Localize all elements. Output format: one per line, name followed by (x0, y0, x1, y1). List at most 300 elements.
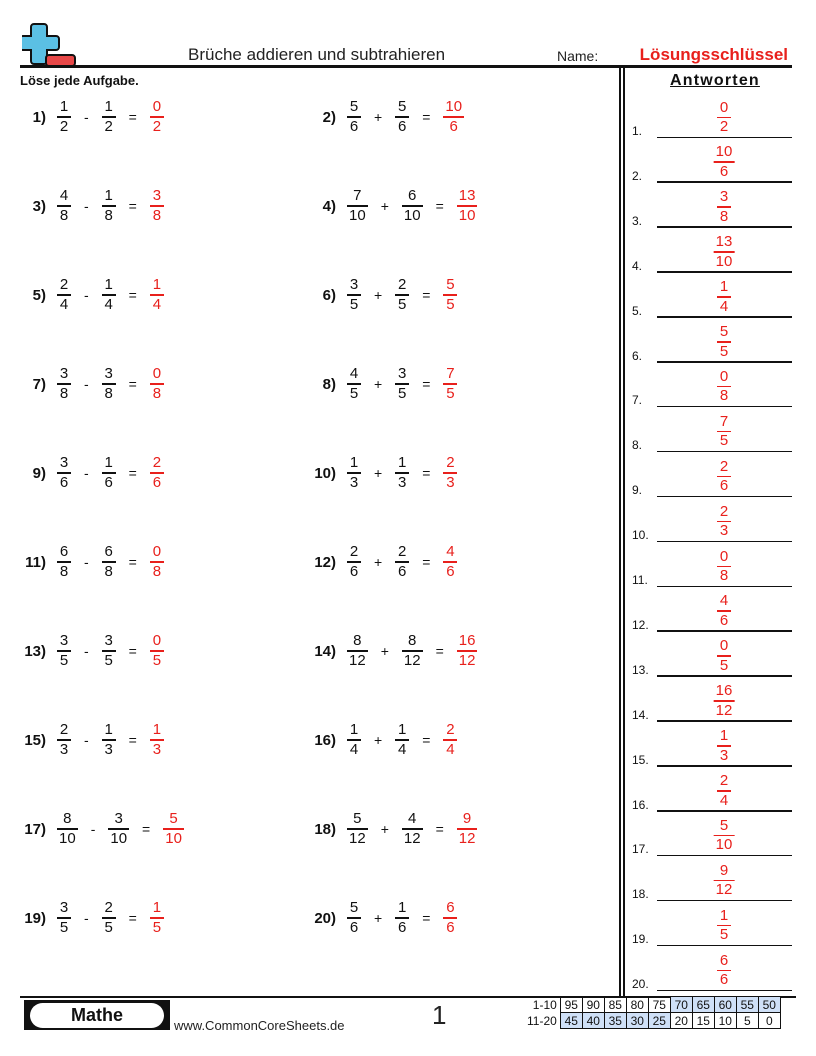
operator: - (84, 732, 89, 748)
denominator: 5 (398, 384, 407, 402)
denominator: 8 (719, 387, 729, 405)
problem-1 (22, 95, 165, 139)
second-fraction (101, 543, 117, 581)
numerator: 4 (719, 592, 729, 610)
answer-number: 16. (632, 797, 649, 812)
operator: - (84, 198, 89, 214)
second-fraction (394, 365, 410, 403)
first-fraction (346, 899, 362, 937)
denominator: 5 (719, 656, 729, 674)
answer-number: 7. (632, 393, 643, 408)
answer-row-17 (632, 811, 792, 856)
denominator: 5 (719, 342, 729, 360)
score-cell: 20 (670, 1013, 692, 1029)
problem-8 (312, 362, 458, 406)
first-fraction (346, 810, 369, 848)
answer-fraction (442, 543, 458, 581)
problem-10 (312, 451, 458, 495)
numerator: 16 (715, 682, 733, 700)
operator: - (84, 643, 89, 659)
second-fraction (394, 899, 410, 937)
second-fraction (101, 454, 117, 492)
answer-fraction (442, 365, 458, 403)
score-cell: 75 (648, 997, 670, 1013)
answer-key-fraction (713, 143, 736, 181)
answer-fraction (149, 632, 165, 670)
denominator: 6 (719, 162, 729, 180)
numerator: 1 (152, 276, 162, 294)
score-table (524, 996, 781, 1029)
numerator: 2 (398, 276, 407, 294)
denominator: 6 (719, 971, 729, 989)
problem-3 (22, 184, 165, 228)
denominator: 5 (152, 651, 162, 669)
answer-row-13 (632, 632, 792, 677)
problem-number: 8) (322, 375, 336, 393)
denominator: 8 (59, 384, 69, 402)
denominator: 5 (152, 918, 162, 936)
score-cell: 95 (560, 997, 582, 1013)
first-fraction (346, 543, 362, 581)
answer-key-fraction (716, 772, 732, 810)
denominator: 3 (104, 740, 113, 758)
answer-number: 1. (632, 124, 643, 138)
answer-number: 12. (632, 617, 649, 632)
denominator: 4 (446, 740, 455, 758)
answer-number: 2. (632, 168, 643, 183)
numerator: 8 (353, 632, 362, 650)
denominator: 4 (349, 740, 359, 758)
denominator: 10 (715, 836, 733, 854)
numerator: 1 (349, 454, 359, 472)
numerator: 3 (59, 899, 69, 917)
problem-number: 5) (32, 286, 46, 304)
answer-number: 4. (632, 258, 643, 273)
problem-number: 1) (32, 108, 46, 126)
numerator: 1 (719, 278, 729, 296)
answer-key-fraction (716, 413, 732, 451)
numerator: 1 (152, 721, 162, 739)
denominator: 12 (349, 651, 366, 669)
score-cell: 40 (582, 1013, 604, 1029)
denominator: 3 (719, 522, 729, 540)
score-cell: 30 (626, 1013, 648, 1029)
equals-sign: = (128, 287, 137, 303)
numerator: 5 (349, 899, 359, 917)
equals-sign: = (128, 376, 137, 392)
score-cell: 15 (692, 1013, 714, 1029)
denominator: 5 (446, 295, 455, 313)
denominator: 8 (104, 206, 113, 224)
numerator: 0 (719, 637, 729, 655)
denominator: 8 (104, 384, 113, 402)
denominator: 6 (446, 918, 455, 936)
equals-sign: = (128, 198, 137, 214)
numerator: 3 (114, 810, 123, 828)
second-fraction (101, 899, 117, 937)
numerator: 5 (398, 98, 407, 116)
numerator: 2 (446, 721, 455, 739)
equals-sign: = (128, 554, 137, 570)
score-cell: 45 (560, 1013, 582, 1029)
score-cell: 10 (714, 1013, 736, 1029)
numerator: 5 (446, 276, 455, 294)
numerator: 2 (719, 502, 729, 520)
answer-row-6 (632, 318, 792, 363)
problem-16 (312, 718, 458, 762)
answer-key-label: Lösungsschlüssel (639, 45, 788, 64)
denominator: 5 (398, 295, 407, 313)
second-fraction (401, 187, 424, 225)
name-label: Name: (557, 48, 599, 64)
answer-fraction (149, 365, 165, 403)
second-fraction (394, 721, 410, 759)
denominator: 10 (715, 252, 733, 270)
first-fraction (346, 98, 362, 136)
denominator: 6 (349, 562, 359, 580)
problem-11 (22, 540, 165, 584)
answer-row-12 (632, 587, 792, 632)
numerator: 13 (715, 233, 733, 251)
denominator: 5 (104, 918, 113, 936)
equals-sign: = (142, 821, 151, 837)
problem-4 (312, 184, 478, 228)
numerator: 10 (445, 98, 463, 116)
answer-number: 9. (632, 483, 643, 498)
problem-12 (312, 540, 458, 584)
denominator: 5 (59, 651, 69, 669)
score-cell: 65 (692, 997, 714, 1013)
problem-17 (22, 807, 185, 851)
operator: - (84, 910, 89, 926)
answer-fraction (442, 276, 458, 314)
numerator: 5 (719, 816, 729, 834)
score-cell: 55 (736, 997, 758, 1013)
numerator: 6 (408, 187, 417, 205)
numerator: 1 (152, 899, 162, 917)
answer-row-19 (632, 901, 792, 946)
numerator: 6 (104, 543, 113, 561)
problem-19 (22, 896, 165, 940)
equals-sign: = (422, 554, 431, 570)
answer-fraction (456, 810, 479, 848)
answer-key-fraction (716, 952, 732, 990)
numerator: 3 (398, 365, 407, 383)
first-fraction (56, 810, 79, 848)
answer-row-1 (632, 93, 792, 138)
second-fraction (101, 98, 117, 136)
first-fraction (346, 454, 362, 492)
denominator: 2 (104, 117, 113, 135)
denominator: 12 (458, 829, 476, 847)
denominator: 8 (59, 206, 69, 224)
numerator: 13 (458, 187, 476, 205)
score-range-label: 11-20 (527, 1013, 557, 1028)
denominator: 8 (59, 562, 69, 580)
denominator: 4 (719, 791, 729, 809)
operator: + (374, 910, 383, 926)
numerator: 0 (719, 367, 729, 385)
equals-sign: = (422, 287, 431, 303)
answer-fraction (149, 721, 165, 759)
problem-number: 6) (322, 286, 336, 304)
problem-9 (22, 451, 165, 495)
denominator: 3 (59, 740, 69, 758)
site-url: www.CommonCoreSheets.de (174, 1018, 345, 1033)
denominator: 6 (398, 562, 407, 580)
denominator: 6 (398, 117, 407, 135)
operator: - (84, 287, 89, 303)
second-fraction (101, 276, 117, 314)
equals-sign: = (435, 198, 444, 214)
answer-row-11 (632, 542, 792, 587)
numerator: 7 (446, 365, 455, 383)
problem-20 (312, 896, 458, 940)
denominator: 5 (349, 384, 359, 402)
numerator: 1 (104, 276, 113, 294)
answer-fraction (442, 899, 458, 937)
answer-fraction (442, 454, 458, 492)
denominator: 5 (719, 926, 729, 944)
second-fraction (401, 632, 424, 670)
score-cell: 60 (714, 997, 736, 1013)
numerator: 7 (719, 412, 729, 430)
answer-fraction (456, 632, 479, 670)
numerator: 1 (104, 187, 113, 205)
answer-key-fraction (713, 817, 736, 855)
first-fraction (56, 98, 72, 136)
second-fraction (394, 276, 410, 314)
problem-14 (312, 629, 478, 673)
answer-fraction (149, 98, 165, 136)
answers-heading: Antworten (670, 72, 760, 89)
numerator: 3 (719, 188, 729, 206)
denominator: 12 (349, 829, 366, 847)
problem-number: 12) (314, 553, 336, 571)
answer-row-8 (632, 407, 792, 452)
numerator: 0 (152, 543, 162, 561)
denominator: 5 (104, 651, 113, 669)
answer-fraction (149, 899, 165, 937)
answer-row-4 (632, 228, 792, 273)
denominator: 3 (398, 473, 407, 491)
answer-number: 5. (632, 303, 643, 318)
score-cell: 90 (582, 997, 604, 1013)
score-cell: 5 (736, 1013, 758, 1029)
numerator: 1 (398, 454, 407, 472)
denominator: 6 (719, 611, 729, 629)
answer-row-2 (632, 138, 792, 183)
numerator: 3 (104, 632, 113, 650)
second-fraction (107, 810, 130, 848)
equals-sign: = (422, 732, 431, 748)
first-fraction (56, 632, 72, 670)
operator: - (84, 109, 89, 125)
denominator: 6 (349, 918, 359, 936)
denominator: 6 (104, 473, 113, 491)
second-fraction (101, 632, 117, 670)
answer-number: 18. (632, 887, 649, 902)
denominator: 4 (398, 740, 407, 758)
denominator: 8 (104, 562, 113, 580)
answer-key-fraction (716, 458, 732, 496)
answer-row-5 (632, 273, 792, 318)
problem-number: 4) (322, 197, 336, 215)
numerator: 3 (59, 632, 69, 650)
operator: - (84, 376, 89, 392)
answer-row-20 (632, 946, 792, 991)
second-fraction (101, 721, 117, 759)
answer-key-fraction (713, 862, 736, 900)
problem-number: 14) (314, 642, 336, 660)
numerator: 8 (63, 810, 72, 828)
first-fraction (346, 632, 369, 670)
answer-key-fraction (716, 278, 732, 316)
denominator: 2 (59, 117, 69, 135)
second-fraction (394, 98, 410, 136)
subject-badge (24, 1000, 170, 1030)
problem-2 (312, 95, 465, 139)
instructions: Löse jede Aufgabe. (20, 73, 139, 88)
numerator: 2 (152, 454, 162, 472)
problem-15 (22, 718, 165, 762)
denominator: 5 (349, 295, 359, 313)
equals-sign: = (422, 910, 431, 926)
numerator: 3 (104, 365, 113, 383)
denominator: 12 (715, 881, 733, 899)
operator: + (380, 643, 389, 659)
answer-number: 6. (632, 348, 643, 363)
denominator: 3 (152, 740, 162, 758)
answer-key-fraction (716, 637, 732, 675)
operator: - (90, 821, 96, 837)
score-cell: 80 (626, 997, 648, 1013)
score-range-label: 1-10 (532, 997, 557, 1012)
answer-key-fraction (716, 592, 732, 630)
score-cell: 50 (758, 997, 780, 1013)
numerator: 1 (398, 721, 407, 739)
score-cell: 85 (604, 997, 626, 1013)
answer-fraction (149, 543, 165, 581)
denominator: 6 (59, 473, 69, 491)
answer-fraction (442, 721, 458, 759)
denominator: 10 (458, 206, 476, 224)
numerator: 10 (715, 143, 733, 161)
denominator: 6 (719, 477, 729, 495)
answer-number: 10. (632, 528, 649, 543)
answer-row-16 (632, 767, 792, 812)
answer-key-fraction (716, 99, 732, 137)
first-fraction (56, 187, 72, 225)
second-fraction (101, 187, 117, 225)
numerator: 7 (353, 187, 362, 205)
denominator: 3 (446, 473, 455, 491)
numerator: 1 (104, 454, 113, 472)
numerator: 2 (104, 899, 113, 917)
numerator: 1 (59, 98, 69, 116)
answer-key-fraction (716, 503, 732, 541)
numerator: 1 (398, 899, 407, 917)
second-fraction (101, 365, 117, 403)
subject-label: Mathe (30, 1003, 164, 1028)
answer-number: 11. (632, 573, 648, 587)
problem-6 (312, 273, 458, 317)
first-fraction (346, 365, 362, 403)
answer-key-fraction (716, 727, 732, 765)
numerator: 4 (446, 543, 455, 561)
operator: - (84, 465, 89, 481)
denominator: 10 (59, 829, 76, 847)
score-cell: 25 (648, 1013, 670, 1029)
answer-number: 19. (632, 932, 649, 947)
numerator: 2 (59, 276, 69, 294)
problem-number: 10) (314, 464, 336, 482)
operator: - (84, 554, 89, 570)
problem-7 (22, 362, 165, 406)
problem-13 (22, 629, 165, 673)
denominator: 12 (403, 651, 421, 669)
denominator: 5 (59, 918, 69, 936)
problem-number: 17) (24, 820, 46, 838)
answer-row-3 (632, 183, 792, 228)
operator: + (380, 821, 389, 837)
problem-number: 3) (32, 197, 46, 215)
numerator: 2 (446, 454, 455, 472)
answer-number: 20. (632, 977, 649, 992)
answer-row-14 (632, 677, 792, 722)
first-fraction (56, 276, 72, 314)
numerator: 5 (353, 810, 362, 828)
answer-number: 8. (632, 438, 643, 453)
equals-sign: = (422, 376, 431, 392)
numerator: 6 (719, 951, 729, 969)
equals-sign: = (435, 821, 444, 837)
denominator: 6 (398, 918, 407, 936)
numerator: 0 (719, 547, 729, 565)
score-cell: 0 (758, 1013, 780, 1029)
denominator: 6 (152, 473, 162, 491)
problem-number: 18) (314, 820, 336, 838)
operator: + (380, 198, 389, 214)
denominator: 5 (719, 432, 729, 450)
denominator: 8 (719, 567, 729, 584)
answer-number: 14. (632, 707, 649, 722)
denominator: 10 (110, 829, 128, 847)
numerator: 4 (349, 365, 359, 383)
numerator: 2 (398, 543, 407, 561)
first-fraction (346, 187, 369, 225)
answer-fraction (149, 187, 165, 225)
problem-number: 11) (25, 553, 46, 571)
page-number: 1 (432, 1000, 447, 1030)
equals-sign: = (128, 910, 137, 926)
answer-number: 3. (632, 213, 643, 228)
numerator: 2 (719, 772, 729, 789)
denominator: 10 (403, 206, 421, 224)
answer-fraction (442, 98, 465, 136)
numerator: 9 (462, 810, 472, 828)
worksheet-title: Brüche addieren und subtrahieren (188, 45, 446, 64)
score-row (524, 997, 780, 1013)
answer-row-18 (632, 856, 792, 901)
answer-key-fraction (716, 188, 732, 226)
numerator: 6 (446, 899, 455, 917)
denominator: 6 (349, 117, 359, 135)
answer-number: 13. (632, 662, 649, 677)
numerator: 2 (349, 543, 359, 561)
numerator: 8 (408, 632, 417, 650)
operator: + (374, 554, 383, 570)
